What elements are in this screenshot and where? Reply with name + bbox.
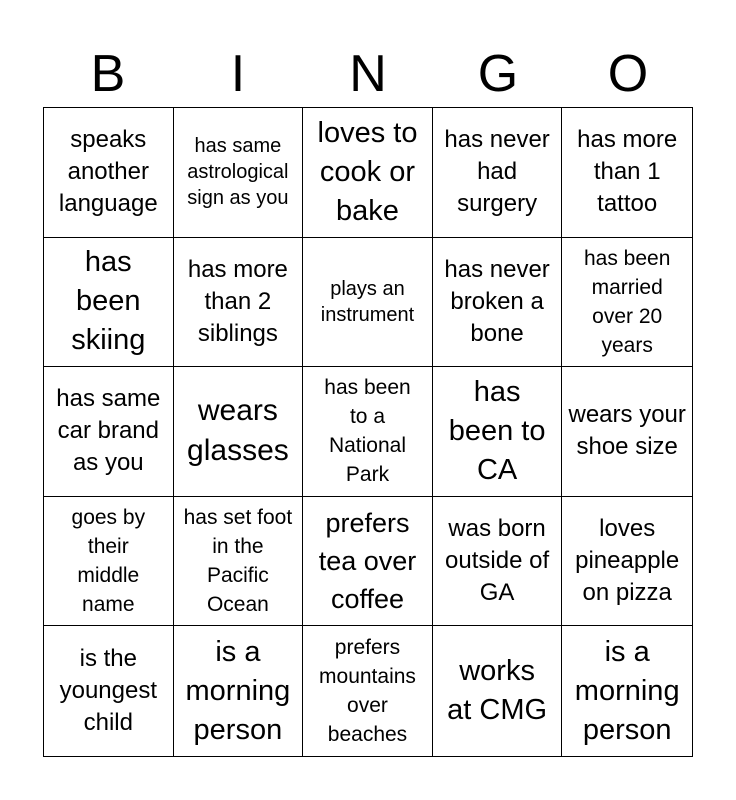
bingo-cell[interactable]	[303, 108, 433, 238]
header-letter-n: N	[349, 45, 387, 103]
cell-text: has set foot in the Pacific Ocean	[183, 506, 293, 617]
cell-text: was born outside of GA	[445, 515, 550, 607]
bingo-cell[interactable]	[174, 238, 304, 368]
cell-text: plays an instrument	[320, 277, 415, 326]
bingo-cell[interactable]	[174, 497, 304, 627]
bingo-cell[interactable]	[433, 238, 563, 368]
cell-text: has been to CA	[448, 375, 546, 486]
bingo-cell[interactable]	[303, 497, 433, 627]
bingo-cell[interactable]	[303, 626, 433, 756]
bingo-cell[interactable]	[44, 108, 174, 238]
bingo-cell[interactable]	[44, 626, 174, 756]
cell-text: goes by their middle name	[71, 506, 146, 617]
cell-text: has more than 2 siblings	[187, 255, 288, 347]
cell-text: loves pineapple on pizza	[575, 515, 680, 607]
cell-text: has been married over 20 years	[583, 246, 671, 357]
bingo-grid	[43, 107, 693, 757]
bingo-cell[interactable]	[562, 367, 692, 497]
cell-text: has same car brand as you	[56, 385, 161, 477]
cell-text: wears your shoe size	[568, 401, 686, 461]
bingo-cell[interactable]	[44, 497, 174, 627]
cell-text: has never broken a bone	[444, 255, 550, 347]
bingo-cell[interactable]	[303, 367, 433, 497]
bingo-cell[interactable]	[562, 108, 692, 238]
bingo-cell[interactable]	[174, 367, 304, 497]
cell-text: has been skiing	[71, 246, 146, 357]
bingo-header	[43, 40, 693, 108]
bingo-cell[interactable]	[44, 238, 174, 368]
bingo-cell[interactable]	[562, 238, 692, 368]
cell-text: is a morning person	[574, 635, 680, 746]
cell-text: has never had surgery	[444, 126, 550, 218]
cell-text: has been to a National Park	[324, 376, 411, 487]
bingo-cell[interactable]	[562, 497, 692, 627]
bingo-cell[interactable]	[303, 238, 433, 368]
cell-text: speaks another language	[58, 126, 158, 218]
header-letter-b: B	[90, 45, 126, 103]
cell-text: prefers tea over coffee	[318, 508, 417, 615]
bingo-cell[interactable]	[562, 626, 692, 756]
bingo-cell[interactable]	[433, 367, 563, 497]
bingo-cell[interactable]	[174, 108, 304, 238]
bingo-cell[interactable]	[433, 108, 563, 238]
bingo-cell[interactable]	[433, 626, 563, 756]
cell-text: has more than 1 tattoo	[577, 126, 678, 218]
bingo-cell[interactable]	[174, 626, 304, 756]
cell-text: prefers mountains over beaches	[319, 636, 416, 747]
cell-text: loves to cook or bake	[317, 116, 418, 227]
header-letter-i: I	[230, 45, 246, 103]
header-letter-g: G	[477, 45, 519, 103]
cell-text: is the youngest child	[59, 645, 157, 737]
cell-text: has same astrological sign as you	[187, 135, 289, 210]
header-letter-o: O	[607, 45, 649, 103]
cell-text: is a morning person	[185, 635, 291, 746]
cell-text: wears glasses	[187, 394, 289, 468]
cell-text: works at CMG	[447, 655, 548, 727]
bingo-cell[interactable]	[44, 367, 174, 497]
bingo-cell[interactable]	[433, 497, 563, 627]
